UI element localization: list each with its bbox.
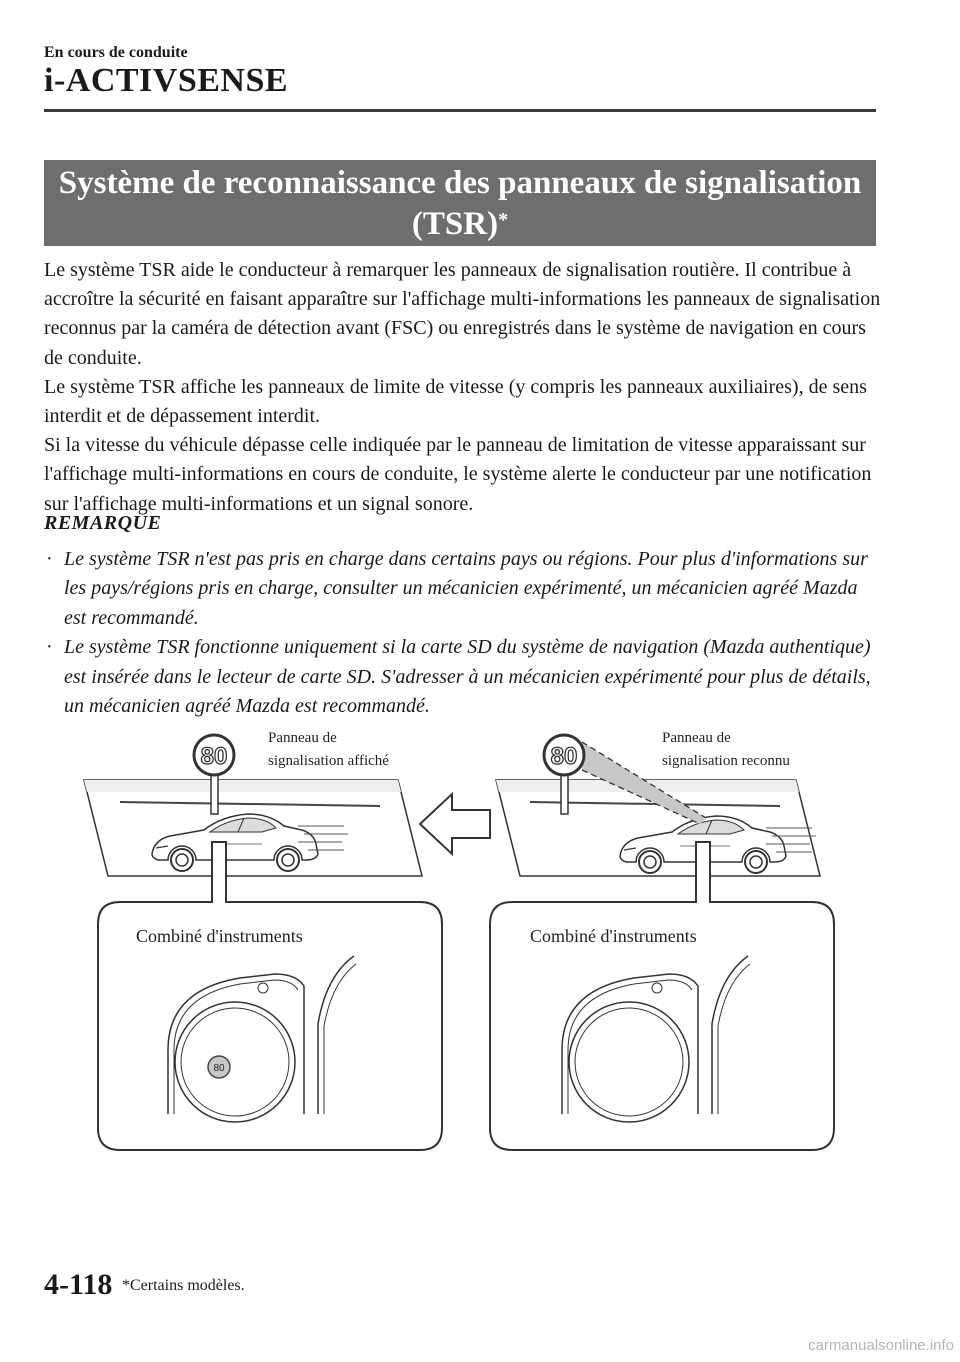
section-label: En cours de conduite	[44, 44, 188, 61]
watermark: carmanualsonline.info	[808, 1337, 954, 1354]
paragraph-alert: Si la vitesse du véhicule dépasse celle indiquée par le panneau de limitation de vitesse apparaissant sur l'affichage multi-informations en cours de conduite, le système alerte le conducteur par une notification sur l'affichage multi-informations et un signal sonore.	[44, 434, 872, 515]
footnote: *Certains modèles.	[122, 1277, 245, 1294]
bullet-icon: ·	[46, 548, 53, 570]
banner-title-line1: Système de reconnaissance des panneaux de signalisation	[58, 165, 862, 201]
banner-title-line2	[44, 204, 876, 245]
note-item: · Le système TSR n'est pas pris en charge dans certains pays ou régions. Pour plus d'informations sur les pays/régions pris en charge, consulter un mécanicien expérimenté, un mécanicien agréé Mazda est recommandé.	[44, 545, 884, 633]
banner-acronym: (TSR)	[411, 206, 499, 242]
sign-label-right-1: Panneau de	[662, 730, 731, 746]
body-text	[44, 256, 884, 519]
paragraph-intro: Le système TSR aide le conducteur à remarquer les panneaux de signalisation routière. Il contribue à accroître la sécurité en faisant apparaître sur l'affichage multi-informations les panneaux de signalisation reconnus par la caméra de détection avant (FSC) ou enregistrés dans le système de navigation en cours de conduite.	[44, 259, 881, 369]
sign-label-left-2: signalisation affiché	[268, 753, 389, 769]
tsr-illustration	[0, 720, 960, 1170]
cluster-label-right: Combiné d'instruments	[530, 926, 697, 946]
chapter-title: i-ACTIVSENSE	[44, 62, 289, 99]
note-item: · Le système TSR fonctionne uniquement si la carte SD du système de navigation (Mazda authentique) est insérée dans le lecteur de carte SD. S'adresser à un mécanicien expérimenté pour plus de détails, un mécanicien agréé Mazda est recommandé.	[44, 633, 884, 721]
header-rule	[44, 109, 876, 112]
cluster-label-left: Combiné d'instruments	[136, 926, 303, 946]
speed-sign-right-value: 80	[550, 743, 578, 770]
page-number: 4-118	[44, 1268, 113, 1301]
display-sign-left-value: 80	[213, 1063, 225, 1074]
note-title: REMARQUE	[44, 512, 162, 534]
section-banner	[44, 160, 876, 246]
paragraph-signs: Le système TSR affiche les panneaux de limite de vitesse (y compris les panneaux auxiliaires), de sens interdit et de dépassement interdit.	[44, 375, 867, 428]
note-list	[44, 545, 884, 721]
sign-label-left-1: Panneau de	[268, 730, 337, 746]
bullet-icon: ·	[46, 636, 53, 659]
speed-sign-left-value: 80	[200, 743, 228, 770]
sign-label-right-2: signalisation reconnu	[662, 753, 790, 769]
left-arrow-icon	[420, 794, 490, 854]
banner-asterisk: *	[498, 209, 509, 231]
